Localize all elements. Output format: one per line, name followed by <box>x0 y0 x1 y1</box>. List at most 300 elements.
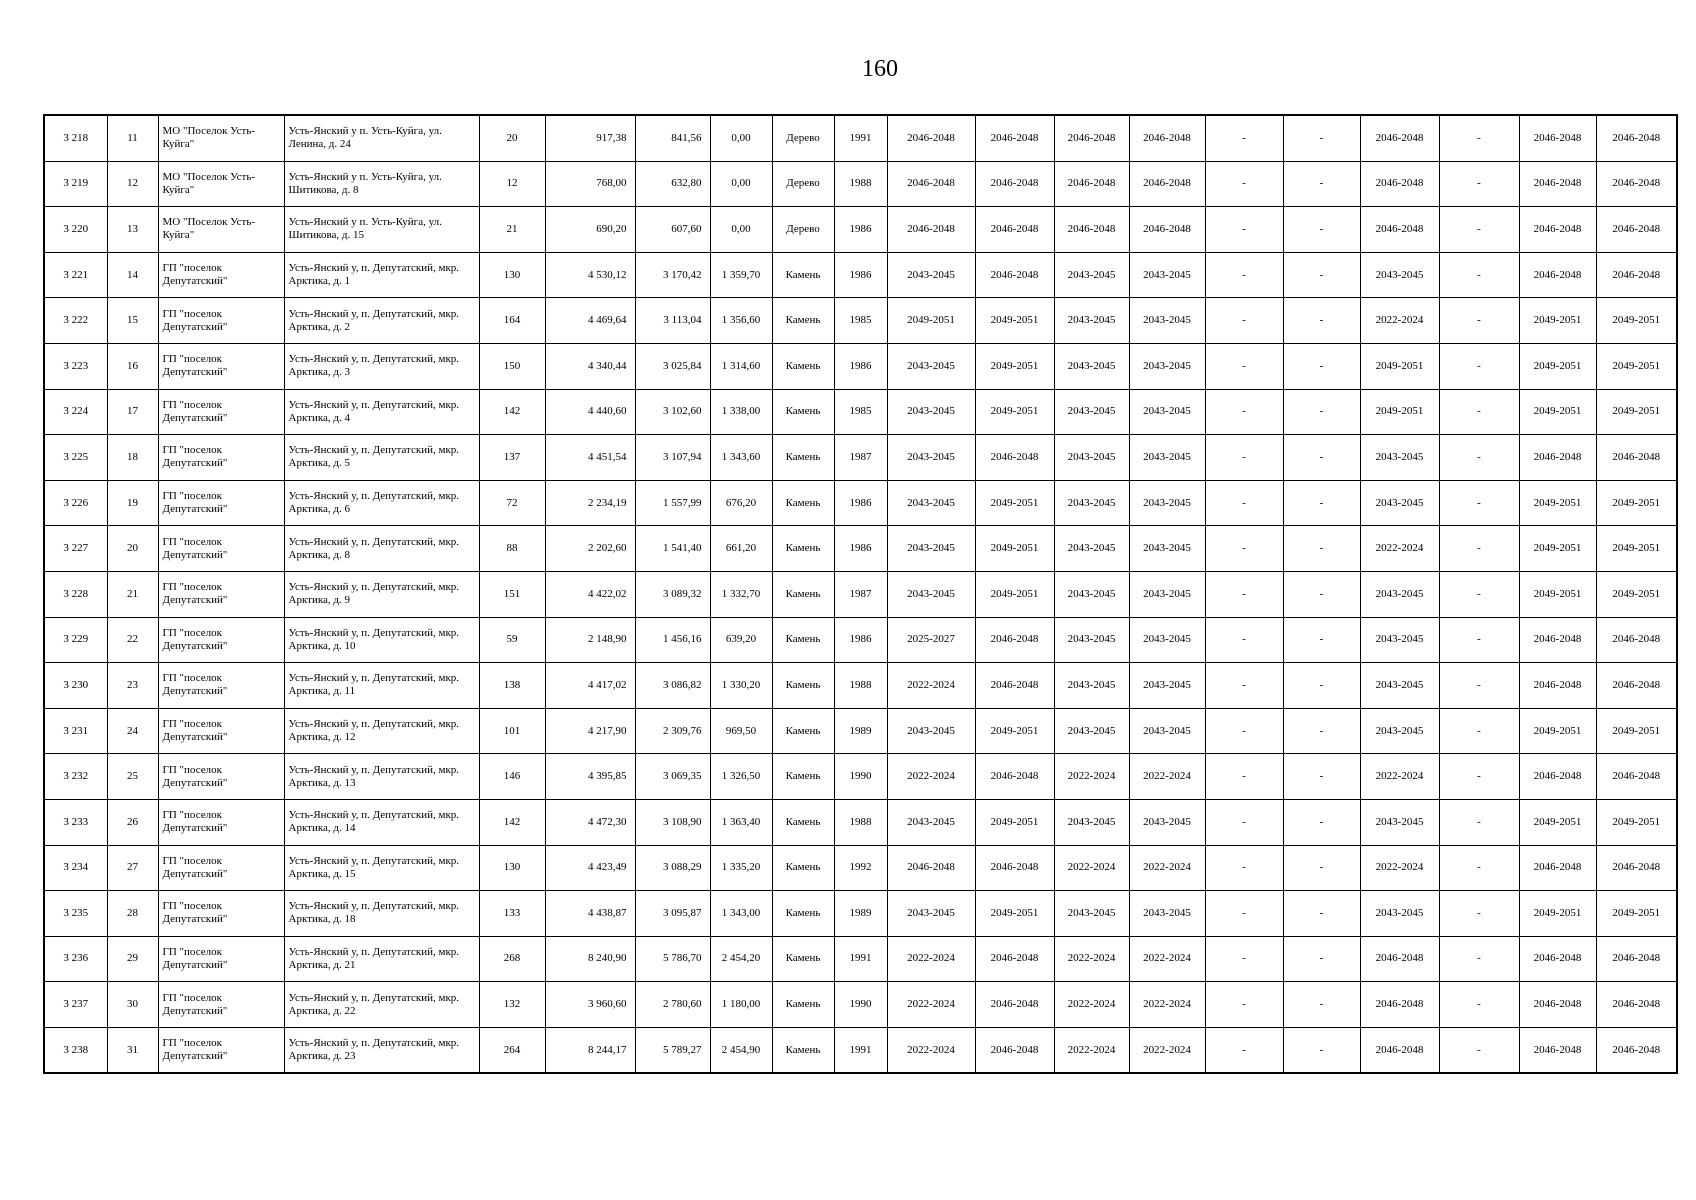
cell-build-year: 1989 <box>834 891 887 937</box>
cell-record-number: 3 228 <box>44 571 107 617</box>
page-number: 160 <box>862 56 898 82</box>
cell-residents: 137 <box>479 435 545 481</box>
cell-wall-material: Камень <box>772 617 834 663</box>
cell-repair-period-7: 2022-2024 <box>1360 845 1439 891</box>
cell-repair-period-6: - <box>1283 207 1360 253</box>
cell-address: Усть-Янский у, п. Депутатский, мкр. Арктика, д. 14 <box>284 799 479 845</box>
cell-repair-period-1: 2043-2045 <box>887 343 975 389</box>
cell-living-area: 632,80 <box>635 161 710 207</box>
cell-living-area: 1 541,40 <box>635 526 710 572</box>
cell-repair-period-7: 2046-2048 <box>1360 161 1439 207</box>
cell-build-year: 1992 <box>834 845 887 891</box>
cell-municipality: ГП "поселок Депутатский" <box>158 708 284 754</box>
cell-repair-period-5: - <box>1205 526 1283 572</box>
cell-repair-period-3: 2043-2045 <box>1054 526 1129 572</box>
cell-residents: 130 <box>479 845 545 891</box>
table-row <box>44 161 1677 207</box>
cell-repair-period-3: 2043-2045 <box>1054 799 1129 845</box>
cell-item-number: 25 <box>107 754 158 800</box>
cell-nonresidential-area: 969,50 <box>710 708 772 754</box>
cell-repair-period-8: - <box>1439 936 1519 982</box>
cell-living-area: 3 170,42 <box>635 252 710 298</box>
cell-repair-period-4: 2043-2045 <box>1129 891 1205 937</box>
cell-repair-period-10: 2046-2048 <box>1596 115 1677 161</box>
cell-repair-period-4: 2043-2045 <box>1129 526 1205 572</box>
cell-municipality: ГП "поселок Депутатский" <box>158 343 284 389</box>
cell-item-number: 15 <box>107 298 158 344</box>
cell-living-area: 3 095,87 <box>635 891 710 937</box>
cell-repair-period-5: - <box>1205 845 1283 891</box>
cell-repair-period-2: 2046-2048 <box>975 663 1054 709</box>
cell-repair-period-10: 2049-2051 <box>1596 526 1677 572</box>
cell-wall-material: Камень <box>772 708 834 754</box>
cell-repair-period-3: 2043-2045 <box>1054 252 1129 298</box>
table-row <box>44 480 1677 526</box>
cell-repair-period-4: 2046-2048 <box>1129 115 1205 161</box>
cell-repair-period-9: 2049-2051 <box>1519 480 1596 526</box>
cell-nonresidential-area: 1 180,00 <box>710 982 772 1028</box>
cell-repair-period-2: 2049-2051 <box>975 708 1054 754</box>
cell-item-number: 29 <box>107 936 158 982</box>
cell-total-area: 8 244,17 <box>545 1027 635 1073</box>
cell-municipality: ГП "поселок Депутатский" <box>158 252 284 298</box>
cell-repair-period-6: - <box>1283 571 1360 617</box>
cell-municipality: ГП "поселок Депутатский" <box>158 982 284 1028</box>
cell-residents: 72 <box>479 480 545 526</box>
cell-repair-period-6: - <box>1283 298 1360 344</box>
cell-repair-period-6: - <box>1283 480 1360 526</box>
cell-living-area: 3 069,35 <box>635 754 710 800</box>
cell-repair-period-7: 2046-2048 <box>1360 207 1439 253</box>
cell-repair-period-7: 2043-2045 <box>1360 571 1439 617</box>
cell-repair-period-9: 2046-2048 <box>1519 161 1596 207</box>
cell-repair-period-9: 2046-2048 <box>1519 207 1596 253</box>
cell-item-number: 27 <box>107 845 158 891</box>
cell-total-area: 4 417,02 <box>545 663 635 709</box>
cell-repair-period-4: 2022-2024 <box>1129 936 1205 982</box>
cell-repair-period-2: 2046-2048 <box>975 252 1054 298</box>
cell-repair-period-4: 2022-2024 <box>1129 845 1205 891</box>
cell-repair-period-1: 2043-2045 <box>887 435 975 481</box>
cell-municipality: МО "Поселок Усть-Куйга" <box>158 161 284 207</box>
cell-nonresidential-area: 1 343,00 <box>710 891 772 937</box>
cell-repair-period-1: 2046-2048 <box>887 207 975 253</box>
cell-wall-material: Камень <box>772 799 834 845</box>
cell-total-area: 4 530,12 <box>545 252 635 298</box>
cell-item-number: 17 <box>107 389 158 435</box>
cell-build-year: 1986 <box>834 617 887 663</box>
cell-nonresidential-area: 0,00 <box>710 115 772 161</box>
cell-repair-period-2: 2046-2048 <box>975 207 1054 253</box>
cell-repair-period-1: 2043-2045 <box>887 252 975 298</box>
cell-repair-period-7: 2043-2045 <box>1360 435 1439 481</box>
table-row <box>44 891 1677 937</box>
cell-repair-period-10: 2046-2048 <box>1596 754 1677 800</box>
cell-repair-period-2: 2049-2051 <box>975 480 1054 526</box>
cell-repair-period-9: 2046-2048 <box>1519 663 1596 709</box>
cell-repair-period-5: - <box>1205 571 1283 617</box>
cell-repair-period-7: 2049-2051 <box>1360 343 1439 389</box>
cell-repair-period-3: 2022-2024 <box>1054 754 1129 800</box>
cell-living-area: 3 088,29 <box>635 845 710 891</box>
cell-repair-period-10: 2049-2051 <box>1596 389 1677 435</box>
cell-wall-material: Камень <box>772 891 834 937</box>
cell-repair-period-7: 2022-2024 <box>1360 754 1439 800</box>
cell-repair-period-1: 2043-2045 <box>887 526 975 572</box>
cell-municipality: ГП "поселок Депутатский" <box>158 617 284 663</box>
cell-repair-period-6: - <box>1283 435 1360 481</box>
cell-repair-period-10: 2046-2048 <box>1596 663 1677 709</box>
cell-municipality: ГП "поселок Депутатский" <box>158 526 284 572</box>
cell-total-area: 4 340,44 <box>545 343 635 389</box>
cell-repair-period-6: - <box>1283 799 1360 845</box>
cell-repair-period-10: 2049-2051 <box>1596 298 1677 344</box>
cell-repair-period-2: 2046-2048 <box>975 936 1054 982</box>
cell-repair-period-10: 2049-2051 <box>1596 571 1677 617</box>
cell-repair-period-2: 2046-2048 <box>975 1027 1054 1073</box>
cell-record-number: 3 221 <box>44 252 107 298</box>
cell-record-number: 3 224 <box>44 389 107 435</box>
cell-build-year: 1986 <box>834 526 887 572</box>
cell-wall-material: Камень <box>772 936 834 982</box>
cell-wall-material: Камень <box>772 663 834 709</box>
cell-repair-period-4: 2043-2045 <box>1129 708 1205 754</box>
cell-repair-period-10: 2046-2048 <box>1596 161 1677 207</box>
cell-municipality: ГП "поселок Депутатский" <box>158 1027 284 1073</box>
cell-repair-period-5: - <box>1205 663 1283 709</box>
cell-repair-period-8: - <box>1439 708 1519 754</box>
table-row <box>44 936 1677 982</box>
cell-address: Усть-Янский у, п. Депутатский, мкр. Арктика, д. 21 <box>284 936 479 982</box>
cell-total-area: 3 960,60 <box>545 982 635 1028</box>
cell-repair-period-10: 2046-2048 <box>1596 252 1677 298</box>
cell-repair-period-9: 2046-2048 <box>1519 845 1596 891</box>
cell-repair-period-3: 2043-2045 <box>1054 571 1129 617</box>
table-row <box>44 845 1677 891</box>
cell-repair-period-9: 2049-2051 <box>1519 298 1596 344</box>
cell-address: Усть-Янский у, п. Депутатский, мкр. Арктика, д. 2 <box>284 298 479 344</box>
cell-record-number: 3 220 <box>44 207 107 253</box>
cell-total-area: 4 395,85 <box>545 754 635 800</box>
cell-wall-material: Камень <box>772 845 834 891</box>
cell-repair-period-9: 2049-2051 <box>1519 343 1596 389</box>
cell-repair-period-2: 2049-2051 <box>975 799 1054 845</box>
cell-residents: 130 <box>479 252 545 298</box>
cell-repair-period-7: 2022-2024 <box>1360 298 1439 344</box>
cell-repair-period-3: 2022-2024 <box>1054 1027 1129 1073</box>
cell-repair-period-9: 2046-2048 <box>1519 936 1596 982</box>
cell-record-number: 3 225 <box>44 435 107 481</box>
cell-repair-period-4: 2043-2045 <box>1129 389 1205 435</box>
cell-nonresidential-area: 1 326,50 <box>710 754 772 800</box>
cell-repair-period-8: - <box>1439 480 1519 526</box>
cell-repair-period-6: - <box>1283 617 1360 663</box>
cell-residents: 264 <box>479 1027 545 1073</box>
cell-item-number: 14 <box>107 252 158 298</box>
table-row <box>44 343 1677 389</box>
cell-repair-period-3: 2022-2024 <box>1054 845 1129 891</box>
cell-residents: 150 <box>479 343 545 389</box>
cell-address: Усть-Янский у, п. Депутатский, мкр. Арктика, д. 18 <box>284 891 479 937</box>
cell-living-area: 3 102,60 <box>635 389 710 435</box>
cell-repair-period-3: 2043-2045 <box>1054 343 1129 389</box>
cell-total-area: 768,00 <box>545 161 635 207</box>
table-row <box>44 207 1677 253</box>
cell-item-number: 19 <box>107 480 158 526</box>
cell-repair-period-3: 2043-2045 <box>1054 298 1129 344</box>
cell-repair-period-6: - <box>1283 936 1360 982</box>
cell-repair-period-2: 2049-2051 <box>975 891 1054 937</box>
cell-repair-period-5: - <box>1205 1027 1283 1073</box>
cell-repair-period-7: 2043-2045 <box>1360 708 1439 754</box>
cell-total-area: 4 472,30 <box>545 799 635 845</box>
cell-total-area: 2 234,19 <box>545 480 635 526</box>
cell-repair-period-9: 2046-2048 <box>1519 1027 1596 1073</box>
table-row <box>44 435 1677 481</box>
cell-repair-period-9: 2046-2048 <box>1519 435 1596 481</box>
cell-address: Усть-Янский у, п. Депутатский, мкр. Арктика, д. 3 <box>284 343 479 389</box>
cell-nonresidential-area: 1 343,60 <box>710 435 772 481</box>
cell-repair-period-3: 2043-2045 <box>1054 617 1129 663</box>
cell-total-area: 4 217,90 <box>545 708 635 754</box>
cell-repair-period-10: 2046-2048 <box>1596 435 1677 481</box>
cell-wall-material: Камень <box>772 526 834 572</box>
cell-repair-period-4: 2043-2045 <box>1129 298 1205 344</box>
cell-repair-period-3: 2043-2045 <box>1054 389 1129 435</box>
cell-repair-period-1: 2025-2027 <box>887 617 975 663</box>
cell-repair-period-8: - <box>1439 161 1519 207</box>
cell-repair-period-2: 2046-2048 <box>975 115 1054 161</box>
cell-repair-period-8: - <box>1439 617 1519 663</box>
cell-repair-period-2: 2046-2048 <box>975 982 1054 1028</box>
table-row <box>44 115 1677 161</box>
cell-residents: 21 <box>479 207 545 253</box>
table-row <box>44 982 1677 1028</box>
cell-repair-period-1: 2049-2051 <box>887 298 975 344</box>
cell-wall-material: Камень <box>772 571 834 617</box>
cell-living-area: 841,56 <box>635 115 710 161</box>
cell-wall-material: Камень <box>772 754 834 800</box>
cell-address: Усть-Янский у, п. Депутатский, мкр. Арктика, д. 10 <box>284 617 479 663</box>
cell-repair-period-2: 2046-2048 <box>975 617 1054 663</box>
table-body <box>44 115 1677 1073</box>
cell-total-area: 2 148,90 <box>545 617 635 663</box>
cell-repair-period-6: - <box>1283 115 1360 161</box>
cell-record-number: 3 227 <box>44 526 107 572</box>
cell-repair-period-4: 2043-2045 <box>1129 343 1205 389</box>
cell-repair-period-1: 2043-2045 <box>887 708 975 754</box>
cell-repair-period-7: 2043-2045 <box>1360 663 1439 709</box>
cell-record-number: 3 232 <box>44 754 107 800</box>
cell-repair-period-10: 2046-2048 <box>1596 617 1677 663</box>
cell-repair-period-4: 2043-2045 <box>1129 663 1205 709</box>
cell-repair-period-4: 2046-2048 <box>1129 207 1205 253</box>
cell-build-year: 1987 <box>834 435 887 481</box>
cell-residents: 268 <box>479 936 545 982</box>
cell-repair-period-5: - <box>1205 161 1283 207</box>
cell-repair-period-7: 2043-2045 <box>1360 617 1439 663</box>
cell-repair-period-8: - <box>1439 298 1519 344</box>
cell-repair-period-5: - <box>1205 115 1283 161</box>
cell-wall-material: Камень <box>772 1027 834 1073</box>
table-row <box>44 663 1677 709</box>
cell-living-area: 2 780,60 <box>635 982 710 1028</box>
cell-repair-period-1: 2022-2024 <box>887 1027 975 1073</box>
cell-record-number: 3 238 <box>44 1027 107 1073</box>
cell-municipality: ГП "поселок Депутатский" <box>158 754 284 800</box>
cell-repair-period-4: 2043-2045 <box>1129 435 1205 481</box>
cell-repair-period-6: - <box>1283 526 1360 572</box>
cell-build-year: 1986 <box>834 207 887 253</box>
cell-municipality: ГП "поселок Депутатский" <box>158 936 284 982</box>
cell-nonresidential-area: 661,20 <box>710 526 772 572</box>
cell-repair-period-3: 2043-2045 <box>1054 435 1129 481</box>
cell-residents: 101 <box>479 708 545 754</box>
cell-nonresidential-area: 2 454,90 <box>710 1027 772 1073</box>
cell-wall-material: Камень <box>772 343 834 389</box>
cell-repair-period-5: - <box>1205 936 1283 982</box>
cell-repair-period-4: 2043-2045 <box>1129 799 1205 845</box>
table-row <box>44 526 1677 572</box>
cell-residents: 133 <box>479 891 545 937</box>
cell-nonresidential-area: 639,20 <box>710 617 772 663</box>
cell-residents: 59 <box>479 617 545 663</box>
cell-nonresidential-area: 1 330,20 <box>710 663 772 709</box>
cell-repair-period-4: 2022-2024 <box>1129 982 1205 1028</box>
cell-repair-period-9: 2049-2051 <box>1519 526 1596 572</box>
cell-total-area: 4 469,64 <box>545 298 635 344</box>
cell-repair-period-8: - <box>1439 754 1519 800</box>
cell-item-number: 16 <box>107 343 158 389</box>
cell-repair-period-1: 2022-2024 <box>887 982 975 1028</box>
cell-living-area: 5 789,27 <box>635 1027 710 1073</box>
cell-address: Усть-Янский у п. Усть-Куйга, ул. Шитикова, д. 15 <box>284 207 479 253</box>
cell-nonresidential-area: 0,00 <box>710 161 772 207</box>
cell-nonresidential-area: 1 314,60 <box>710 343 772 389</box>
cell-address: Усть-Янский у, п. Депутатский, мкр. Арктика, д. 4 <box>284 389 479 435</box>
cell-living-area: 1 557,99 <box>635 480 710 526</box>
cell-repair-period-8: - <box>1439 115 1519 161</box>
table-row <box>44 389 1677 435</box>
cell-repair-period-1: 2022-2024 <box>887 663 975 709</box>
cell-repair-period-7: 2043-2045 <box>1360 480 1439 526</box>
cell-repair-period-3: 2046-2048 <box>1054 161 1129 207</box>
cell-repair-period-8: - <box>1439 891 1519 937</box>
cell-nonresidential-area: 1 338,00 <box>710 389 772 435</box>
cell-living-area: 3 107,94 <box>635 435 710 481</box>
cell-repair-period-7: 2046-2048 <box>1360 982 1439 1028</box>
cell-living-area: 1 456,16 <box>635 617 710 663</box>
cell-address: Усть-Янский у, п. Депутатский, мкр. Арктика, д. 12 <box>284 708 479 754</box>
cell-living-area: 3 086,82 <box>635 663 710 709</box>
cell-residents: 138 <box>479 663 545 709</box>
cell-repair-period-8: - <box>1439 571 1519 617</box>
cell-repair-period-1: 2043-2045 <box>887 480 975 526</box>
cell-repair-period-5: - <box>1205 252 1283 298</box>
cell-nonresidential-area: 676,20 <box>710 480 772 526</box>
cell-repair-period-8: - <box>1439 389 1519 435</box>
cell-living-area: 607,60 <box>635 207 710 253</box>
cell-municipality: МО "Поселок Усть-Куйга" <box>158 115 284 161</box>
cell-repair-period-9: 2049-2051 <box>1519 799 1596 845</box>
cell-record-number: 3 226 <box>44 480 107 526</box>
cell-repair-period-1: 2022-2024 <box>887 754 975 800</box>
cell-nonresidential-area: 1 335,20 <box>710 845 772 891</box>
cell-repair-period-7: 2043-2045 <box>1360 252 1439 298</box>
cell-address: Усть-Янский у п. Усть-Куйга, ул. Шитикова, д. 8 <box>284 161 479 207</box>
cell-repair-period-2: 2046-2048 <box>975 754 1054 800</box>
cell-repair-period-6: - <box>1283 1027 1360 1073</box>
cell-nonresidential-area: 2 454,20 <box>710 936 772 982</box>
cell-repair-period-9: 2046-2048 <box>1519 982 1596 1028</box>
cell-municipality: ГП "поселок Депутатский" <box>158 571 284 617</box>
cell-repair-period-5: - <box>1205 891 1283 937</box>
cell-repair-period-9: 2046-2048 <box>1519 115 1596 161</box>
cell-repair-period-4: 2043-2045 <box>1129 480 1205 526</box>
cell-repair-period-7: 2046-2048 <box>1360 115 1439 161</box>
cell-repair-period-2: 2049-2051 <box>975 571 1054 617</box>
cell-repair-period-1: 2046-2048 <box>887 161 975 207</box>
cell-wall-material: Камень <box>772 480 834 526</box>
cell-repair-period-3: 2043-2045 <box>1054 891 1129 937</box>
cell-repair-period-5: - <box>1205 343 1283 389</box>
cell-repair-period-4: 2043-2045 <box>1129 571 1205 617</box>
cell-address: Усть-Янский у, п. Депутатский, мкр. Арктика, д. 6 <box>284 480 479 526</box>
cell-repair-period-10: 2046-2048 <box>1596 1027 1677 1073</box>
cell-repair-period-10: 2049-2051 <box>1596 799 1677 845</box>
cell-item-number: 13 <box>107 207 158 253</box>
cell-total-area: 4 422,02 <box>545 571 635 617</box>
cell-living-area: 3 025,84 <box>635 343 710 389</box>
cell-wall-material: Дерево <box>772 115 834 161</box>
cell-residents: 142 <box>479 799 545 845</box>
cell-total-area: 4 438,87 <box>545 891 635 937</box>
cell-address: Усть-Янский у, п. Депутатский, мкр. Арктика, д. 13 <box>284 754 479 800</box>
cell-build-year: 1990 <box>834 754 887 800</box>
cell-residents: 142 <box>479 389 545 435</box>
cell-item-number: 26 <box>107 799 158 845</box>
cell-repair-period-5: - <box>1205 982 1283 1028</box>
cell-repair-period-6: - <box>1283 343 1360 389</box>
cell-record-number: 3 219 <box>44 161 107 207</box>
cell-repair-period-9: 2046-2048 <box>1519 754 1596 800</box>
cell-total-area: 2 202,60 <box>545 526 635 572</box>
cell-address: Усть-Янский у, п. Депутатский, мкр. Арктика, д. 23 <box>284 1027 479 1073</box>
cell-repair-period-2: 2046-2048 <box>975 435 1054 481</box>
cell-build-year: 1988 <box>834 663 887 709</box>
cell-item-number: 11 <box>107 115 158 161</box>
cell-living-area: 2 309,76 <box>635 708 710 754</box>
table-row <box>44 252 1677 298</box>
cell-record-number: 3 229 <box>44 617 107 663</box>
cell-nonresidential-area: 1 363,40 <box>710 799 772 845</box>
cell-wall-material: Камень <box>772 252 834 298</box>
cell-item-number: 20 <box>107 526 158 572</box>
cell-repair-period-5: - <box>1205 207 1283 253</box>
cell-repair-period-10: 2046-2048 <box>1596 982 1677 1028</box>
cell-item-number: 21 <box>107 571 158 617</box>
cell-wall-material: Дерево <box>772 161 834 207</box>
cell-municipality: ГП "поселок Депутатский" <box>158 389 284 435</box>
cell-repair-period-5: - <box>1205 435 1283 481</box>
cell-item-number: 28 <box>107 891 158 937</box>
cell-nonresidential-area: 1 356,60 <box>710 298 772 344</box>
table-row <box>44 799 1677 845</box>
cell-item-number: 23 <box>107 663 158 709</box>
cell-nonresidential-area: 0,00 <box>710 207 772 253</box>
cell-record-number: 3 223 <box>44 343 107 389</box>
cell-repair-period-9: 2049-2051 <box>1519 891 1596 937</box>
